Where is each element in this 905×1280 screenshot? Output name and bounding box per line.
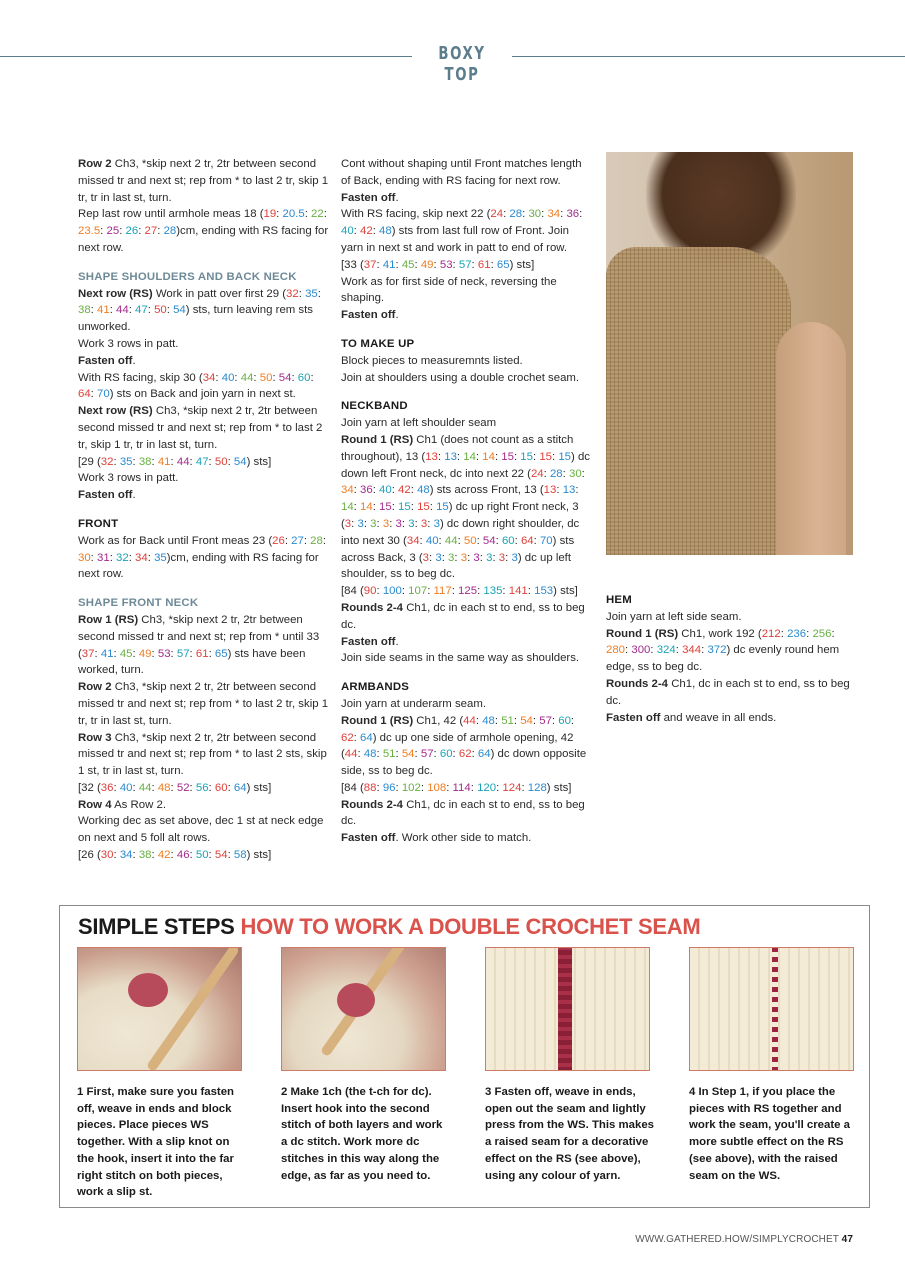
size-value: 49: [138, 647, 152, 660]
size-value: 51: [501, 714, 514, 727]
size-value: 3: [422, 551, 430, 564]
size-value: 40: [119, 781, 133, 794]
size-value: 107: [408, 585, 428, 598]
size-value: 46: [176, 849, 190, 862]
size-value: 34: [341, 484, 354, 497]
size-value: 38: [138, 849, 152, 862]
block-text: Block pieces to measuremnts listed.: [341, 354, 523, 367]
fasten-off-text: Fasten off and weave in all ends.: [606, 711, 777, 724]
step-2-text: 2 Make 1ch (the t-ch for dc). Insert hook into the second stitch of both layers and work a dc stitch. Work more dc stitches in this way along the edge, as far as you need to.: [281, 1086, 443, 1182]
size-value: 50: [463, 534, 477, 547]
size-value: 13: [425, 450, 438, 463]
size-value: 14: [360, 501, 373, 514]
size-value: 64: [78, 388, 91, 401]
size-value: 153: [534, 585, 554, 598]
size-value: 26: [272, 534, 285, 547]
size-value: 35: [154, 551, 167, 564]
hem-round1: Round 1 (RS) Ch1, work 192 (212: 236: 256: 280: 300: 324: 344: 372) dc evenly round hem edge, ss to beg dc.: [606, 627, 840, 674]
size-value: 61: [477, 258, 491, 271]
size-value: 40: [379, 484, 392, 497]
neckband-round1: Round 1 (RS) Ch1 (does not count as a stitch throughout), 13 (13: 13: 14: 14: 15: 15: 15: 15) dc down left Front neck, dc into next 22 (24: 28: 30: 34: 36: 40: 42: 48) sts across Front, 13 (13: 13: 14: 14: 15: 15: 15: 15) dc up right Front neck, 3 (3: 3: 3: 3: 3: 3: 3: 3) dc down right shoulder, dc into next 30 (34: 40: 44: 50: 54: 60: 64: 70) sts across Back, 3 (3: 3: 3: 3: 3: 3: 3: 3) dc up left shoulder, ss to beg dc.: [341, 433, 590, 581]
size-value: 50: [195, 849, 209, 862]
footer-url: WWW.GATHERED.HOW/SIMPLYCROCHET: [635, 1234, 839, 1245]
size-value: 32: [286, 287, 299, 300]
size-value: 41: [157, 455, 171, 468]
size-value: 70: [97, 388, 110, 401]
size-value: 102: [401, 781, 421, 794]
size-value: 236: [787, 627, 807, 640]
size-value: 36: [566, 208, 580, 221]
working-dec-text: Working dec as set above, dec 1 st at neck edge on next and 5 foll alt rows.: [78, 815, 324, 845]
size-value: 53: [157, 647, 171, 660]
stitch-count: [33 (37: 41: 45: 49: 53: 57: 61: 65) sts]: [341, 258, 535, 271]
fasten-off-text: Fasten off. Work other side to match.: [341, 832, 532, 845]
size-value: 3: [420, 517, 428, 530]
size-value: 88: [363, 781, 377, 794]
size-value: 114: [452, 781, 471, 794]
size-value: 50: [154, 304, 167, 317]
size-value: 20.5: [282, 208, 305, 221]
size-value: 48: [379, 225, 392, 238]
size-value: 22: [311, 208, 324, 221]
size-value: 47: [135, 304, 148, 317]
size-value: 141: [508, 585, 528, 598]
photo-knit-texture: [606, 247, 791, 555]
size-value: 44: [463, 714, 476, 727]
size-value: 48: [482, 714, 495, 727]
header-rule-right: [512, 56, 905, 57]
size-value: 49: [420, 258, 434, 271]
neckband-heading: NECKBAND: [341, 400, 408, 413]
work-as-text: Work as for first side of neck, reversing the shaping.: [341, 275, 557, 305]
with-rs-instruction: With RS facing, skip next 22 (24: 28: 30: 34: 36: 40: 42: 48) sts from last full row of Front. Join yarn in next st and work in patt to end of row.: [341, 208, 583, 254]
fasten-off-text: Fasten off.: [78, 489, 136, 502]
size-value: 28: [549, 467, 563, 480]
size-value: 3: [448, 551, 455, 564]
size-value: 15: [398, 501, 411, 514]
size-value: 15: [379, 501, 392, 514]
size-value: 30: [78, 551, 91, 564]
size-value: 60: [439, 748, 453, 761]
fasten-off-text: Fasten off.: [341, 191, 399, 204]
size-value: 15: [520, 450, 533, 463]
size-value: 44: [240, 371, 254, 384]
size-value: 212: [761, 627, 781, 640]
join-text: Join at shoulders using a double crochet seam.: [341, 371, 580, 384]
step-2-photo: [281, 947, 446, 1071]
size-value: 15: [558, 450, 571, 463]
size-value: 3: [357, 517, 364, 530]
size-value: 3: [460, 551, 468, 564]
size-value: 34: [202, 371, 216, 384]
size-value: 40: [341, 225, 354, 238]
size-value: 300: [631, 644, 651, 657]
join-left-text: Join yarn at left shoulder seam: [341, 417, 497, 430]
hem-heading: HEM: [606, 594, 632, 606]
page-footer: [635, 1234, 853, 1245]
row1-instruction: Row 1 (RS) Ch3, *skip next 2 tr, 2tr between second missed tr and next st; rep from * until 33 (37: 41: 45: 49: 53: 57: 61: 65) sts have been worked, turn.: [78, 613, 320, 677]
rounds-2-4: Rounds 2-4 Ch1, dc in each st to end, ss to beg dc.: [341, 601, 585, 631]
armband-round1: Round 1 (RS) Ch1, 42 (44: 48: 51: 54: 57: 60: 62: 64) dc up one side of armhole opening, 42 (44: 48: 51: 54: 57: 60: 62: 64) dc down opposite side, ss to beg dc.: [341, 714, 587, 778]
size-value: 51: [382, 748, 396, 761]
size-value: 108: [427, 781, 447, 794]
size-value: 62: [458, 748, 472, 761]
size-value: 30: [568, 467, 582, 480]
pattern-column-1: [78, 156, 330, 864]
size-value: 124: [502, 781, 522, 794]
size-value: 41: [382, 258, 396, 271]
size-value: 44: [444, 534, 458, 547]
size-value: 54: [482, 534, 496, 547]
size-value: 32: [116, 551, 129, 564]
size-value: 42: [398, 484, 411, 497]
size-value: 57: [458, 258, 472, 271]
size-value: 34: [406, 534, 420, 547]
size-value: 42: [360, 225, 373, 238]
join-underarm-text: Join yarn at underarm seam.: [341, 697, 486, 710]
row4-instruction: Row 4 As Row 2.: [78, 798, 166, 811]
cont-text: Cont without shaping until Front matches length of Back, ending with RS facing for next row.: [341, 158, 582, 187]
size-value: 40: [425, 534, 439, 547]
size-value: 44: [116, 304, 129, 317]
size-value: 3: [435, 551, 442, 564]
size-value: 28: [509, 208, 523, 221]
size-value: 3: [498, 551, 506, 564]
size-value: 3: [486, 551, 493, 564]
model-photo: [606, 152, 853, 555]
size-value: 3: [395, 517, 402, 530]
size-value: 35: [119, 455, 133, 468]
size-value: 32: [100, 455, 114, 468]
size-value: 19: [263, 208, 277, 221]
size-value: 37: [363, 258, 377, 271]
size-value: 41: [97, 304, 110, 317]
size-value: 256: [812, 627, 832, 640]
size-value: 125: [458, 585, 478, 598]
row2-instruction: Row 2 Ch3, *skip next 2 tr, 2tr between second missed tr and next st; rep from * to last 2 tr, skip 1 tr, tr in last st, turn.: [78, 681, 329, 727]
simple-steps-title: SIMPLE STEPS HOW TO WORK A DOUBLE CROCHET SEAM: [78, 914, 701, 939]
size-value: 135: [483, 585, 503, 598]
size-value: 34: [547, 208, 561, 221]
size-value: 3: [344, 517, 352, 530]
stitch-count: [84 (90: 100: 107: 117: 125: 135: 141: 153) sts]: [341, 585, 578, 598]
shape-shoulders-heading: SHAPE SHOULDERS AND BACK NECK: [78, 270, 297, 283]
size-value: 35: [305, 287, 318, 300]
simple-steps-box: [59, 905, 870, 1208]
size-value: 54: [214, 849, 228, 862]
rounds-2-4: Rounds 2-4 Ch1, dc in each st to end, ss to beg dc.: [606, 677, 850, 707]
size-value: 60: [297, 371, 311, 384]
page-section-title: BOXY TOP: [438, 43, 486, 85]
size-value: 64: [477, 748, 491, 761]
header-rule-left: [0, 56, 412, 57]
join-side-text: Join side seams in the same way as shoulders.: [341, 652, 580, 665]
stitch-count: [29 (32: 35: 38: 41: 44: 47: 50: 54) sts]: [78, 455, 272, 468]
size-value: 44: [344, 748, 358, 761]
size-value: 14: [341, 501, 354, 514]
size-value: 60: [214, 781, 228, 794]
stitch-count: [26 (30: 34: 38: 42: 46: 50: 54: 58) sts]: [78, 849, 272, 862]
size-value: 47: [195, 455, 209, 468]
size-value: 57: [539, 714, 552, 727]
size-value: 28: [310, 534, 323, 547]
size-value: 15: [436, 501, 449, 514]
join-left-side-text: Join yarn at left side seam.: [606, 610, 742, 623]
armbands-heading: ARMBANDS: [341, 681, 410, 694]
row3-instruction: Row 3 Ch3, *skip next 2 tr, 2tr between second missed tr and next st; rep from * to last 2 sts, skip 1 st, tr in last st, turn.: [78, 731, 327, 778]
size-value: 65: [214, 647, 228, 660]
size-value: 48: [417, 484, 430, 497]
size-value: 3: [408, 517, 415, 530]
size-value: 15: [501, 450, 514, 463]
size-value: 90: [363, 585, 377, 598]
size-value: 120: [477, 781, 497, 794]
size-value: 34: [135, 551, 148, 564]
size-value: 52: [176, 781, 190, 794]
step-3-photo: [485, 947, 650, 1071]
pattern-column-3: [606, 592, 856, 726]
size-value: 36: [360, 484, 373, 497]
size-value: 42: [157, 849, 171, 862]
size-value: 44: [176, 455, 190, 468]
size-value: 3: [370, 517, 377, 530]
size-value: 24: [530, 467, 544, 480]
size-value: 128: [527, 781, 547, 794]
size-value: 64: [233, 781, 247, 794]
size-value: 45: [119, 647, 133, 660]
next-row-instruction: Next row (RS) Work in patt over first 29 (32: 35: 38: 41: 44: 47: 50: 54) sts, turn leaving rem sts unworked.: [78, 287, 321, 334]
with-rs-instruction: With RS facing, skip 30 (34: 40: 44: 50: 54: 60: 64: 70) sts on Back and join yarn in next st.: [78, 371, 314, 401]
size-value: 37: [81, 647, 95, 660]
size-value: 14: [482, 450, 495, 463]
fasten-off-text: Fasten off.: [341, 309, 399, 322]
size-value: 15: [539, 450, 552, 463]
size-value: 53: [439, 258, 453, 271]
size-value: 280: [606, 644, 626, 657]
step-1-photo: [77, 947, 242, 1071]
size-value: 48: [157, 781, 171, 794]
work-rows-text: Work 3 rows in patt.: [78, 337, 179, 350]
size-value: 54: [520, 714, 533, 727]
size-value: 57: [176, 647, 190, 660]
size-value: 30: [100, 849, 114, 862]
front-instruction: Work as for Back until Front meas 23 (26: 27: 28: 30: 31: 32: 34: 35)cm, ending with RS facing for next row.: [78, 534, 327, 581]
size-value: 372: [707, 644, 727, 657]
size-value: 45: [401, 258, 415, 271]
fasten-off-text: Fasten off.: [341, 635, 399, 648]
size-value: 60: [558, 714, 571, 727]
size-value: 54: [401, 748, 415, 761]
size-value: 13: [562, 484, 576, 497]
size-value: 48: [363, 748, 377, 761]
size-value: 324: [656, 644, 676, 657]
photo-arm: [776, 322, 846, 555]
size-value: 38: [78, 304, 91, 317]
size-value: 50: [259, 371, 273, 384]
next-row-2-instruction: Next row (RS) Ch3, *skip next 2 tr, 2tr between second missed tr and next st; rep from * to last 2 tr, skip 1 tr, tr in last st, turn.: [78, 405, 323, 451]
size-value: 54: [233, 455, 247, 468]
size-value: 27: [144, 225, 158, 238]
size-value: 3: [473, 551, 480, 564]
stitch-count: [84 (88: 96: 102: 108: 114: 120: 124: 128) sts]: [341, 781, 572, 794]
size-value: 60: [501, 534, 515, 547]
size-value: 62: [341, 731, 354, 744]
step-1-text: 1 First, make sure you fasten off, weave in ends and block pieces. Place pieces WS together. With a slip knot on the hook, insert it into the far right stitch on both pieces, work a slip st.: [77, 1086, 235, 1199]
size-value: 70: [539, 534, 553, 547]
size-value: 3: [511, 551, 518, 564]
size-value: 54: [278, 371, 292, 384]
stitch-count: [32 (36: 40: 44: 48: 52: 56: 60: 64) sts]: [78, 781, 272, 794]
fasten-off-text: Fasten off.: [78, 354, 136, 367]
size-value: 13: [543, 484, 557, 497]
size-value: 36: [100, 781, 114, 794]
repeat-instruction: Rep last row until armhole meas 18 (19: 20.5: 22: 23.5: 25: 26: 27: 28)cm, ending with RS facing for next row.: [78, 208, 329, 254]
size-value: 64: [520, 534, 534, 547]
page-number: 47: [841, 1234, 853, 1245]
size-value: 57: [420, 748, 434, 761]
size-value: 15: [417, 501, 430, 514]
size-value: 58: [233, 849, 247, 862]
size-value: 50: [214, 455, 228, 468]
size-value: 54: [173, 304, 186, 317]
make-up-heading: TO MAKE UP: [341, 337, 415, 350]
size-value: 61: [195, 647, 209, 660]
size-value: 28: [163, 225, 177, 238]
work-rows-text: Work 3 rows in patt.: [78, 472, 179, 485]
rounds-2-4: Rounds 2-4 Ch1, dc in each st to end, ss to beg dc.: [341, 798, 585, 828]
size-value: 40: [221, 371, 235, 384]
size-value: 23.5: [78, 225, 101, 238]
step-4-text: 4 In Step 1, if you place the pieces with RS together and work the seam, you'll create a more subtle effect on the RS (see above), with the raised seam on the WS.: [689, 1086, 850, 1182]
size-value: 65: [496, 258, 510, 271]
front-heading: FRONT: [78, 517, 119, 530]
size-value: 27: [291, 534, 304, 547]
size-value: 30: [528, 208, 542, 221]
step-3-text: 3 Fasten off, weave in ends, open out the seam and lightly press from the WS. This makes a raised seam for a decorative effect on the RS (see above), using any colour of yarn.: [485, 1086, 655, 1182]
size-value: 34: [119, 849, 133, 862]
size-value: 96: [382, 781, 396, 794]
size-value: 14: [463, 450, 476, 463]
size-value: 3: [433, 517, 440, 530]
size-value: 25: [106, 225, 120, 238]
size-value: 41: [100, 647, 114, 660]
size-value: 100: [382, 585, 402, 598]
row2-instruction: Row 2 Ch3, *skip next 2 tr, 2tr between second missed tr and next st; rep from * to last 2 tr, skip 1 tr, tr in last st, turn.: [78, 158, 329, 204]
shape-front-neck-heading: SHAPE FRONT NECK: [78, 597, 199, 610]
size-value: 38: [138, 455, 152, 468]
size-value: 3: [382, 517, 390, 530]
size-value: 344: [682, 644, 702, 657]
size-value: 44: [138, 781, 152, 794]
size-value: 13: [444, 450, 457, 463]
step-4-photo: [689, 947, 854, 1071]
size-value: 64: [360, 731, 373, 744]
size-value: 26: [125, 225, 139, 238]
size-value: 117: [433, 585, 452, 598]
size-value: 56: [195, 781, 209, 794]
pattern-column-2: [341, 156, 593, 847]
size-value: 31: [97, 551, 110, 564]
size-value: 24: [490, 208, 504, 221]
